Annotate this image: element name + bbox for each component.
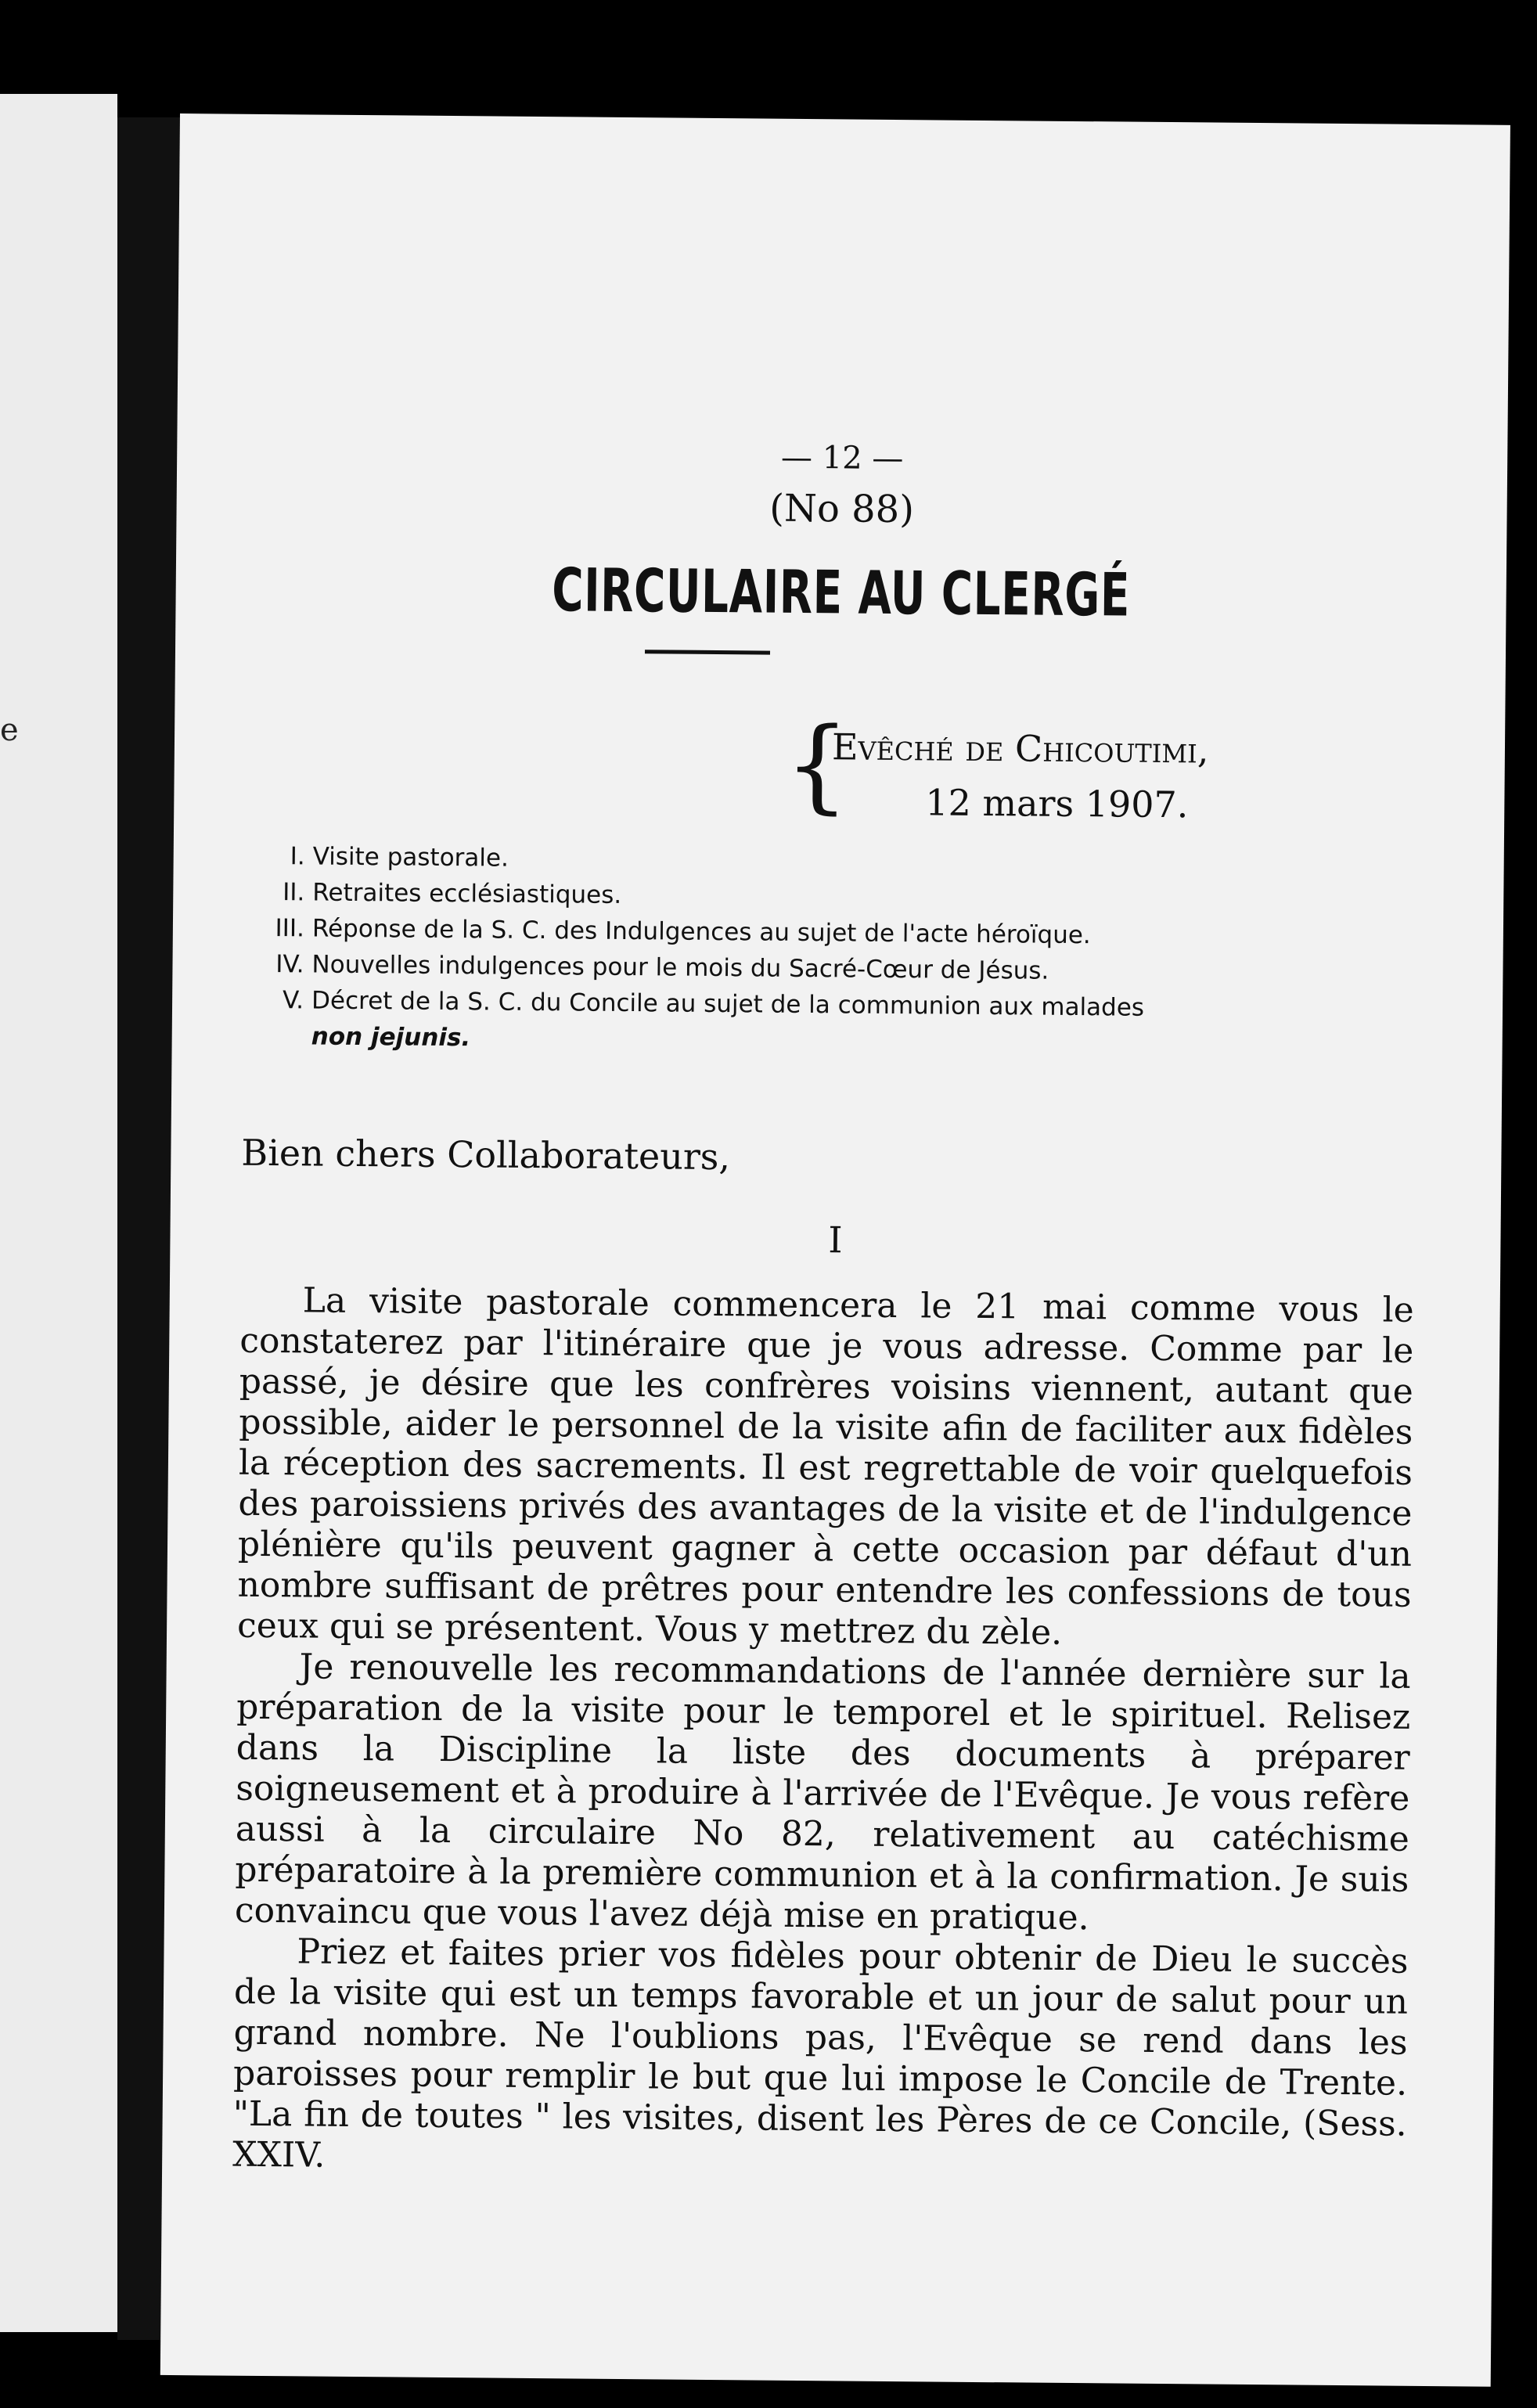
- summary-item-number: V.: [282, 986, 304, 1015]
- title-divider: [645, 650, 770, 654]
- paragraph: Priez et faites prier vos fidèles pour obtenir de Dieu le succès de la visite qui est un temps favorable et un jour de salut pour un grand nombre. Ne l'oublions pas, l'Evêque se rend dans les paroisses pour remplir le but que lui impose le Concile de Trente. "La fin de toutes " les visites, disent les Pères de ce Concile, (Sess. XXIV.: [232, 1931, 1409, 2176]
- summary-item-number: IV.: [275, 950, 304, 979]
- summary-item-text: Réponse de la S. C. des Indulgences au sujet de l'acte héroïque.: [311, 914, 1091, 950]
- summary-item-text: Retraites ecclésiastiques.: [312, 878, 622, 909]
- document-page: [160, 113, 1510, 2387]
- page-number: — 12 —: [780, 439, 904, 477]
- circular-number: (No 88): [769, 486, 915, 532]
- dateline-date: 12 mars 1907.: [925, 781, 1189, 826]
- summary-item-text: Nouvelles indulgences pour le mois du Sacré-Cœur de Jésus.: [311, 950, 1049, 985]
- salutation: Bien chers Collaborateurs,: [241, 1131, 731, 1179]
- brace-icon: {: [784, 704, 851, 825]
- body-text: [232, 1280, 1414, 2186]
- left-facing-page: [0, 94, 117, 2332]
- section-number: I: [828, 1218, 843, 1262]
- summary-list: [243, 838, 1402, 1064]
- left-page-text-fragment: e: [0, 712, 19, 748]
- circular-title: CIRCULAIRE AU CLERGÉ: [551, 555, 1131, 630]
- summary-continuation: non jejunis.: [311, 1022, 471, 1053]
- paragraph: Je renouvelle les recommandations de l'année dernière sur la préparation de la visite pour le temporel et le spirituel. Relisez dans la Discipline la liste des documents à préparer soigneusement et à produire à l'arrivée de l'Evêque. Je vous refère aussi à la circulaire No 82, relativement au catéchisme préparatoire à la première communion et à la confirmation. Je suis convaincu que vous l'avez déjà mise en pratique.: [234, 1647, 1411, 1938]
- summary-item-number: II.: [283, 878, 305, 907]
- dateline-place: Evêché de Chicoutimi,: [831, 725, 1209, 772]
- summary-item-number: I.: [290, 842, 305, 871]
- paragraph: La visite pastorale commencera le 21 mai comme vous le constaterez par l'itinéraire que je vous adresse. Comme par le passé, je désire que les confrères voisins viennent, autant que possible, aider le personnel de la visite afin de faciliter aux fidèles la réception des sacrements. Il est regrettable de voir quelquefois des paroissiens privés des avantages de la visite et de l'indulgence plénière qu'ils peuvent gagner à cette occasion par défaut d'un nombre suffisant de prêtres pour entendre les confessions de tous ceux qui se présentent. Vous y mettrez du zèle.: [236, 1280, 1414, 1653]
- summary-item-text: Visite pastorale.: [312, 842, 509, 873]
- summary-item-number: III.: [275, 914, 305, 943]
- summary-item-text: Décret de la S. C. du Concile au sujet de la communion aux malades: [311, 986, 1145, 1022]
